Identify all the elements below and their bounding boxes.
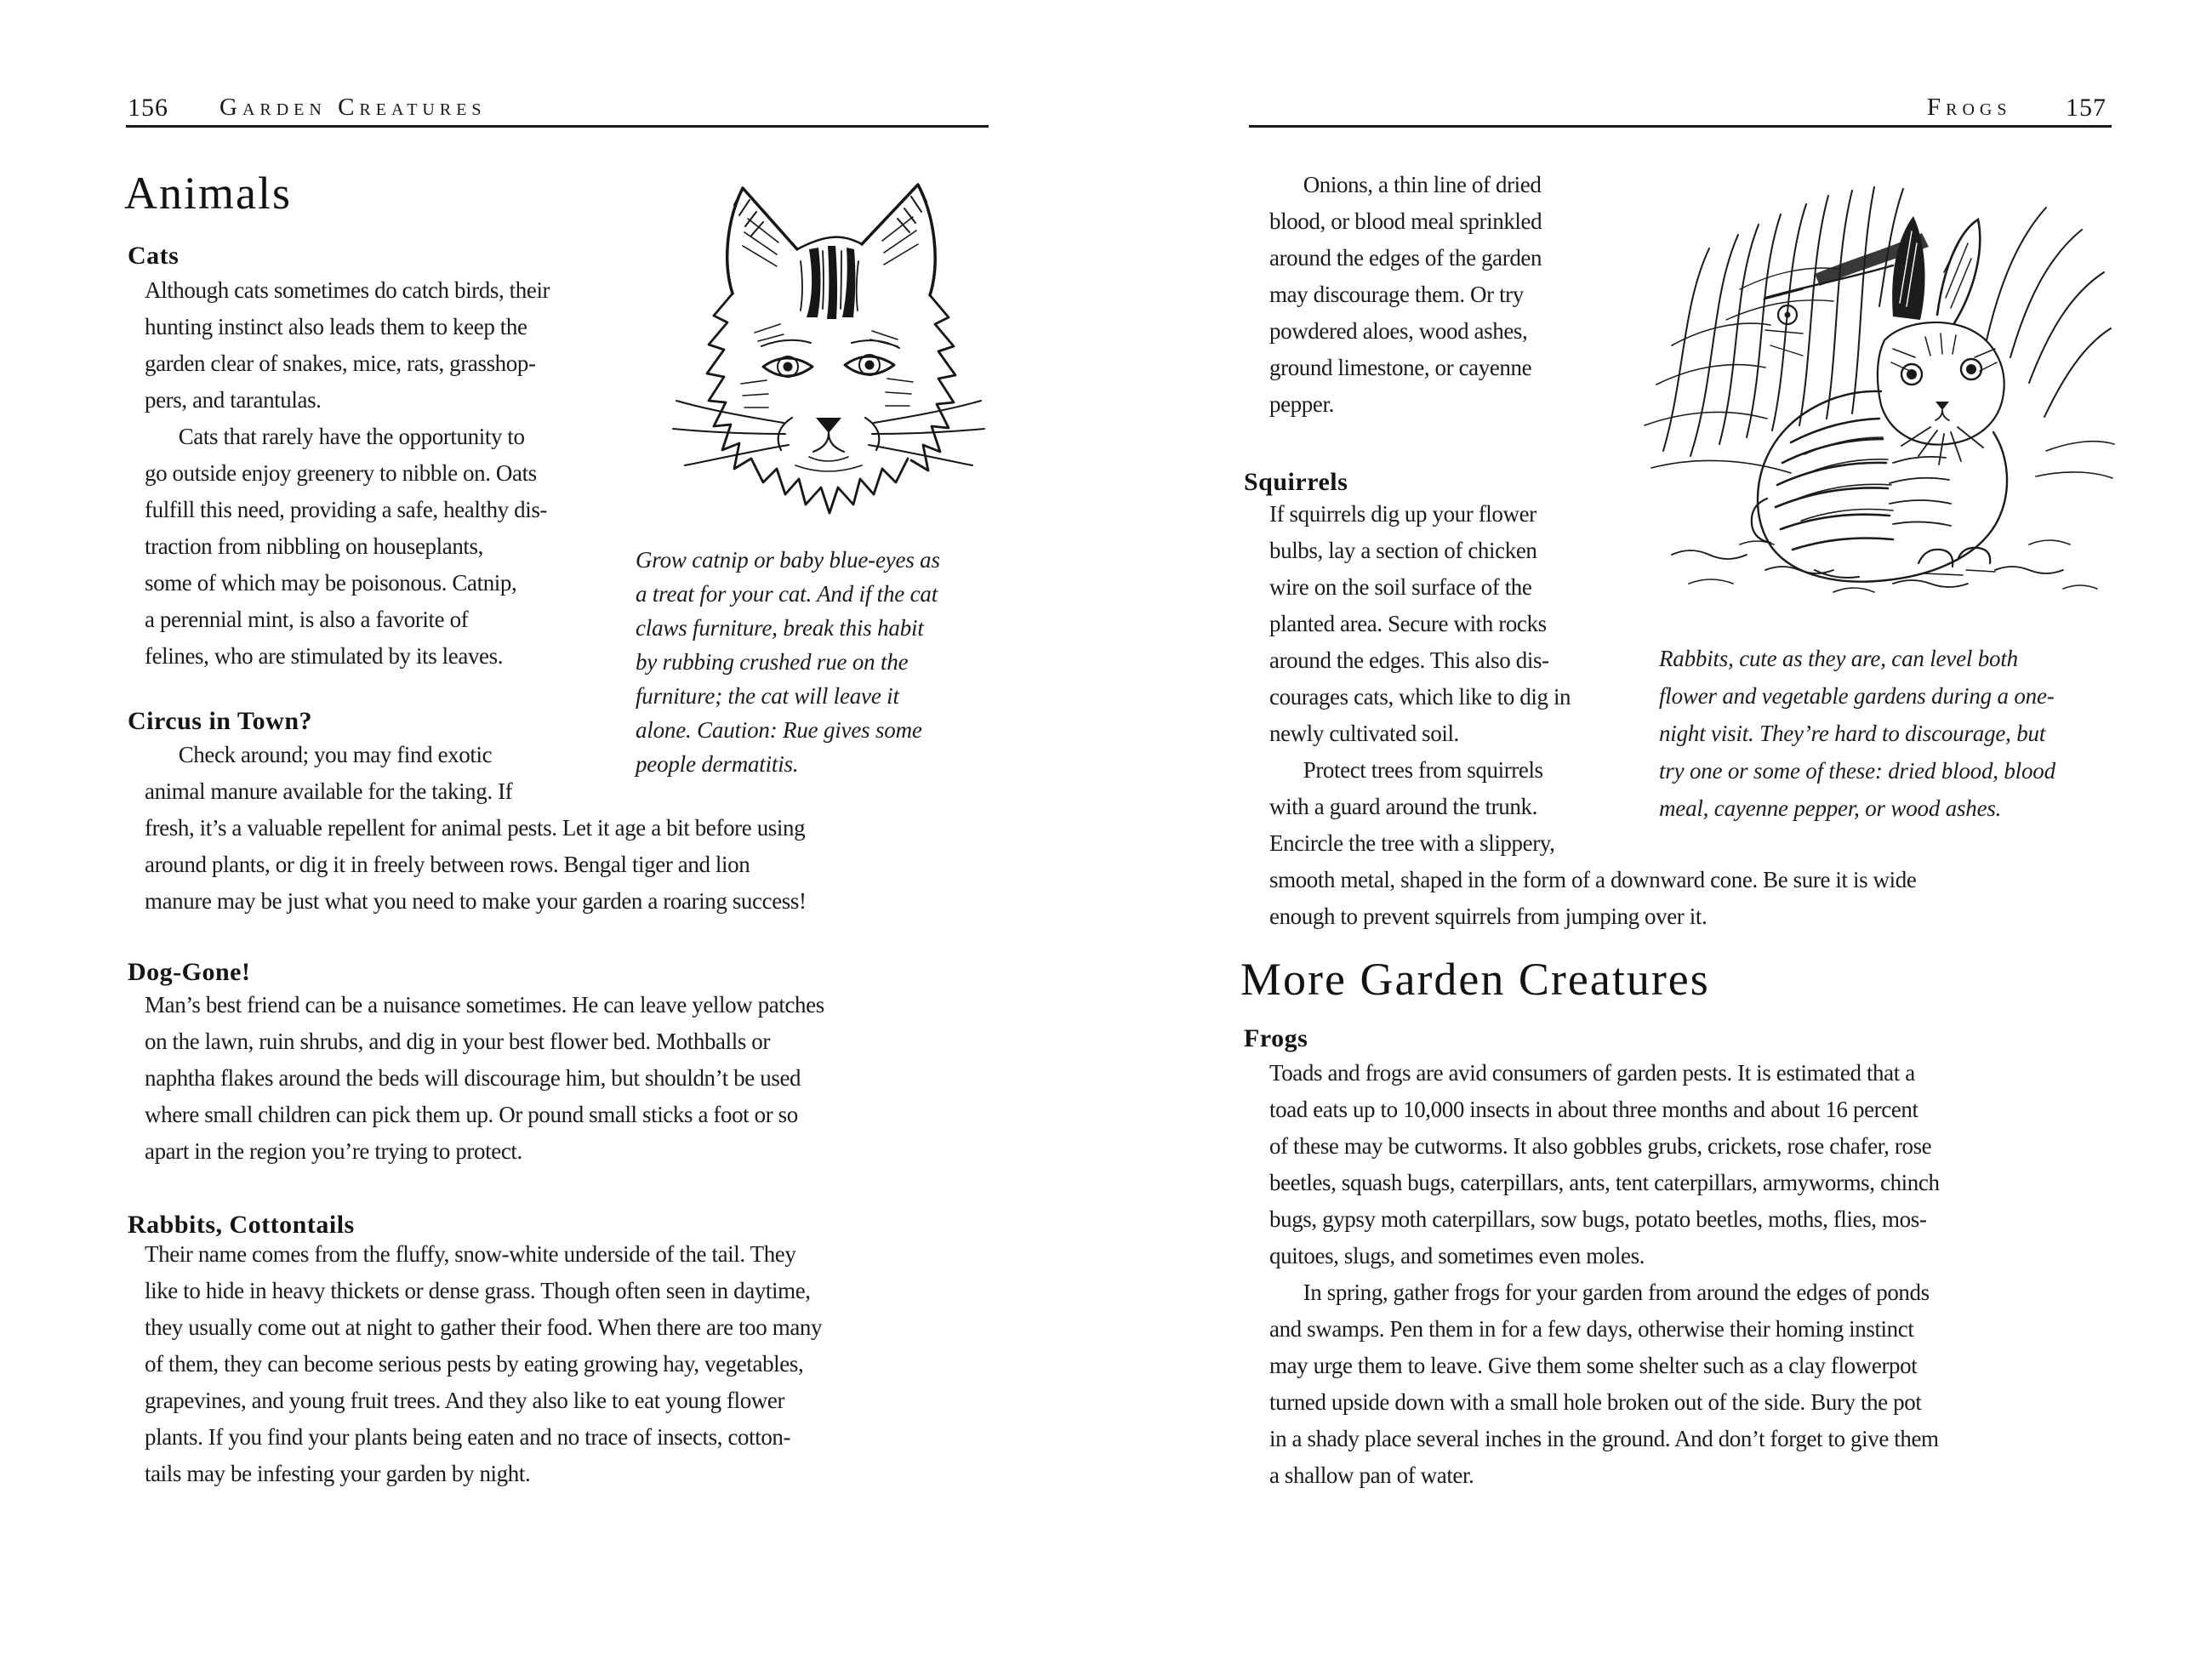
text-line: of them, they can become serious pests by eating growing hay, vegetables, xyxy=(145,1351,804,1377)
text-line: animal manure available for the taking. If xyxy=(145,778,513,804)
circus-paragraphs xyxy=(145,737,1046,920)
heading-squirrels: Squirrels xyxy=(1244,468,1348,496)
text-line: go outside enjoy greenery to nibble on. Oats xyxy=(145,460,537,486)
text-line: bugs, gypsy moth caterpillars, sow bugs, potato beetles, moths, flies, mos- xyxy=(1269,1206,1927,1232)
text-line: Cats that rarely have the opportunity to xyxy=(145,424,525,449)
text-line: Protect trees from squirrels xyxy=(1269,757,1543,783)
text-line: claws furniture, break this habit xyxy=(636,615,924,641)
rabbit-caption xyxy=(1659,640,2135,827)
text-line: enough to prevent squirrels from jumping over it. xyxy=(1269,904,1707,929)
text-line: try one or some of these: dried blood, blood xyxy=(1659,758,2055,784)
text-line: hunting instinct also leads them to keep the xyxy=(145,314,527,339)
text-line: Toads and frogs are avid consumers of garden pests. It is estimated that a xyxy=(1269,1060,1915,1086)
section-title-more-garden-creatures: More Garden Creatures xyxy=(1240,954,1710,1005)
text-line: Grow catnip or baby blue-eyes as xyxy=(636,547,940,573)
text-line: Their name comes from the fluffy, snow-white underside of the tail. They xyxy=(145,1241,796,1267)
text-line: fresh, it’s a valuable repellent for animal pests. Let it age a bit before using xyxy=(145,815,806,841)
text-line: around the edges. This also dis- xyxy=(1269,647,1549,673)
text-line: in a shady place several inches in the ground. And don’t forget to give them xyxy=(1269,1426,1939,1451)
text-line: may discourage them. Or try xyxy=(1269,282,1524,307)
text-line: Encircle the tree with a slippery, xyxy=(1269,830,1555,856)
text-line: garden clear of snakes, mice, rats, grasshop- xyxy=(145,351,536,376)
text-line: may urge them to leave. Give them some shelter such as a clay flowerpot xyxy=(1269,1353,1918,1378)
text-line: around the edges of the garden xyxy=(1269,245,1542,271)
text-line: a perennial mint, is also a favorite of xyxy=(145,607,469,632)
rabbits-paragraphs xyxy=(145,1236,1046,1492)
text-line: with a guard around the trunk. xyxy=(1269,794,1537,819)
text-line: they usually come out at night to gather their food. When there are too many xyxy=(145,1314,823,1340)
text-line: courages cats, which like to dig in xyxy=(1269,684,1571,710)
text-line: ground limestone, or cayenne xyxy=(1269,355,1532,380)
left-page-number: 156 xyxy=(128,94,168,122)
text-line: and swamps. Pen them in for a few days, otherwise their homing instinct xyxy=(1269,1316,1914,1342)
text-line: alone. Caution: Rue gives some xyxy=(636,717,922,743)
text-line: powdered aloes, wood ashes, xyxy=(1269,318,1528,344)
text-line: furniture; the cat will leave it xyxy=(636,683,899,709)
heading-rabbits-cottontails: Rabbits, Cottontails xyxy=(128,1211,355,1239)
text-line: people dermatitis. xyxy=(636,751,799,777)
text-line: Man’s best friend can be a nuisance sometimes. He can leave yellow patches xyxy=(145,992,824,1018)
text-line: pepper. xyxy=(1269,391,1334,417)
text-line: night visit. They’re hard to discourage, but xyxy=(1659,721,2046,746)
right-page xyxy=(1106,0,2212,1659)
text-line: turned upside down with a small hole broken out of the side. Bury the pot xyxy=(1269,1389,1922,1415)
cat-illustration xyxy=(659,166,995,536)
dog-paragraphs xyxy=(145,987,1046,1170)
text-line: a treat for your cat. And if the cat xyxy=(636,581,938,607)
text-line: Although cats sometimes do catch birds, their xyxy=(145,277,550,303)
text-line: pers, and tarantulas. xyxy=(145,387,322,413)
text-line: manure may be just what you need to make your garden a roaring success! xyxy=(145,888,807,914)
heading-cats: Cats xyxy=(128,242,180,270)
text-line: In spring, gather frogs for your garden from around the edges of ponds xyxy=(1269,1280,1930,1305)
heading-frogs: Frogs xyxy=(1244,1024,1308,1052)
cats-paragraphs xyxy=(145,272,672,675)
heading-circus-in-town: Circus in Town? xyxy=(128,707,313,735)
text-line: where small children can pick them up. Or pound small sticks a foot or so xyxy=(145,1102,798,1127)
text-line: toad eats up to 10,000 insects in about three months and about 16 percent xyxy=(1269,1097,1918,1122)
text-line: like to hide in heavy thickets or dense grass. Though often seen in daytime, xyxy=(145,1278,811,1303)
left-running-head: Garden Creatures xyxy=(219,94,487,121)
section-title-animals: Animals xyxy=(124,168,292,219)
text-line: newly cultivated soil. xyxy=(1269,721,1459,746)
text-line: quitoes, slugs, and sometimes even moles. xyxy=(1269,1243,1645,1268)
text-line: flower and vegetable gardens during a one- xyxy=(1659,683,2055,709)
text-line: around plants, or dig it in freely between rows. Bengal tiger and lion xyxy=(145,852,750,877)
text-line: plants. If you find your plants being eaten and no trace of insects, cotton- xyxy=(145,1424,791,1450)
text-line: planted area. Secure with rocks xyxy=(1269,611,1547,636)
frogs-paragraphs xyxy=(1269,1055,2154,1494)
text-line: Onions, a thin line of dried xyxy=(1269,172,1542,197)
right-page-number: 157 xyxy=(2066,94,2107,122)
cat-drawing xyxy=(659,166,995,536)
text-line: by rubbing crushed rue on the xyxy=(636,649,909,675)
text-line: bulbs, lay a section of chicken xyxy=(1269,538,1537,563)
text-line: blood, or blood meal sprinkled xyxy=(1269,208,1542,234)
text-line: apart in the region you’re trying to protect. xyxy=(145,1138,522,1164)
onions-paragraph xyxy=(1269,167,1661,423)
text-line: meal, cayenne pepper, or wood ashes. xyxy=(1659,795,2013,821)
text-line: naphtha flakes around the beds will discourage him, but shouldn’t be used xyxy=(145,1065,801,1091)
text-line: tails may be infesting your garden by night. xyxy=(145,1461,531,1486)
text-line: smooth metal, shaped in the form of a downward cone. Be sure it is wide xyxy=(1269,867,1917,892)
text-line: grapevines, and young fruit trees. And they also like to eat young flower xyxy=(145,1388,785,1413)
right-running-head: Frogs xyxy=(1927,94,2012,121)
text-line: Rabbits, cute as they are, can level both xyxy=(1659,646,2018,671)
text-line: Check around; you may find exotic xyxy=(145,742,493,767)
text-line: fulfill this need, providing a safe, healthy dis- xyxy=(145,497,548,522)
text-line: felines, who are stimulated by its leaves. xyxy=(145,643,504,669)
text-line: a shallow pan of water. xyxy=(1269,1462,1474,1488)
text-line: If squirrels dig up your flower xyxy=(1269,501,1536,527)
text-line: of these may be cutworms. It also gobbles grubs, crickets, rose chafer, rose xyxy=(1269,1133,1932,1159)
left-header-rule xyxy=(126,125,989,128)
right-header-rule xyxy=(1249,125,2112,128)
text-line: wire on the soil surface of the xyxy=(1269,574,1532,600)
text-line: beetles, squash bugs, caterpillars, ants, tent caterpillars, armyworms, chinch xyxy=(1269,1170,1940,1195)
heading-dog-gone: Dog-Gone! xyxy=(128,958,251,986)
text-line: some of which may be poisonous. Catnip, xyxy=(145,570,517,596)
text-line: traction from nibbling on houseplants, xyxy=(145,533,483,559)
text-line: on the lawn, ruin shrubs, and dig in your best flower bed. Mothballs or xyxy=(145,1029,770,1054)
